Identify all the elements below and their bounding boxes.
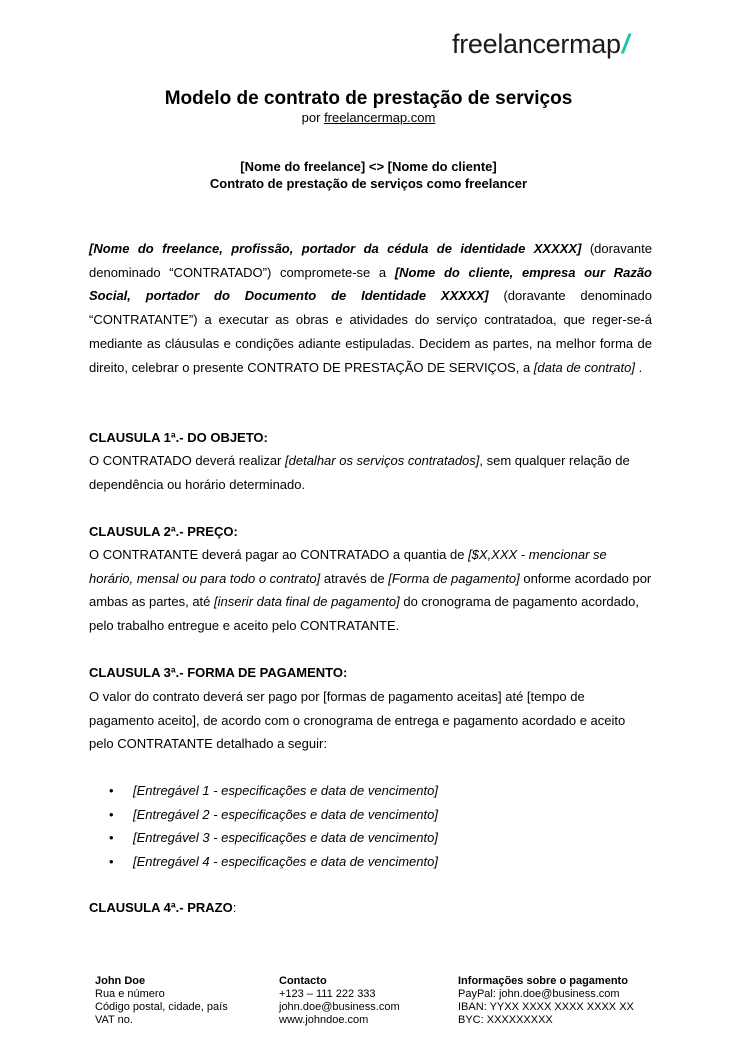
clause-1-text-a: O CONTRATADO deverá realizar (89, 453, 286, 468)
intro-text-1: (doravante denominado “CONTRATADO”) compromete-se a (89, 241, 652, 280)
clause-1-text-b: , sem qualquer relação de dependência ou horário determinado. (89, 453, 630, 492)
clause-2-text-a: O CONTRATANTE deverá pagar ao CONTRATADO a quantia de (89, 547, 469, 562)
freelancermap-logo (452, 27, 629, 61)
deliverable-text: [Entregável 2 - especificações e data de vencimento] (133, 806, 438, 822)
deliverable-text: [Entregável 4 - especificações e data de vencimento] (133, 853, 438, 869)
contract-subtitle: Contrato de prestação de serviços como freelancer (209, 176, 528, 191)
deliverable-item (89, 779, 652, 803)
clause-2-heading: CLAUSULA 2ª.- PREÇO: (89, 524, 238, 539)
deliverable-text: [Entregável 1 - especificações e data de vencimento] (133, 783, 438, 798)
clause-4-colon: : (232, 900, 237, 915)
bullet-icon: • (109, 806, 114, 822)
clause-1-text (89, 449, 652, 496)
clause-2-date-placeholder: [inserir data final de pagamento] (214, 594, 400, 610)
logo-slash: / (621, 29, 629, 59)
footer-payment (458, 975, 634, 1027)
byline-prefix: por (301, 110, 325, 125)
clause-4-heading (89, 899, 236, 917)
deliverable-item (89, 803, 652, 827)
parties-line: [Nome do freelance] <> [Nome do cliente] (240, 159, 497, 174)
clause-2-text-b: através de (320, 570, 389, 586)
clause-2-price-placeholder: [$X,XXX - mencionar se horário, mensal ou para todo o contrato] (89, 547, 607, 586)
clause-3-heading: CLAUSULA 3ª.- FORMA DE PAGAMENTO: (89, 665, 348, 680)
bullet-icon: • (109, 830, 114, 845)
client-placeholder: [Nome do cliente, empresa our Razão Social, portador do Documento de Identidade XXXXX] (89, 264, 652, 304)
deliverables-list (89, 779, 652, 873)
clause-2-payment-placeholder: [Forma de pagamento] (388, 570, 520, 586)
contractor-placeholder: [Nome do freelance, profissão, portador da cédula de identidade XXXXX] (89, 241, 582, 256)
clause-2-text (89, 543, 652, 638)
footer-iban: IBAN: YYXX XXXX XXXX XXXX XX (458, 1001, 634, 1013)
bullet-icon: • (109, 783, 114, 798)
logo-text: freelancermap (452, 29, 621, 59)
footer-name: John Doe (95, 975, 146, 987)
date-placeholder: [data de contrato] (533, 359, 635, 375)
intro-text-3: . (634, 359, 643, 375)
document-title: Modelo de contrato de prestação de serviços (164, 88, 573, 109)
footer-phone: +123 – 111 222 333 (279, 988, 376, 1000)
footer-line: Código postal, cidade, país (95, 1001, 228, 1013)
bullet-icon: • (109, 853, 114, 869)
footer-contact-heading: Contacto (279, 975, 327, 987)
clause-4-heading-text: CLAUSULA 4ª.- PRAZO (89, 900, 233, 915)
clause-2-text-c: onforme acordado por ambas as partes, até (89, 570, 652, 610)
intro-paragraph (89, 237, 652, 379)
footer-email[interactable]: john.doe@business.com (279, 1001, 400, 1013)
deliverable-item (89, 826, 652, 850)
footer-address (95, 975, 228, 1027)
footer-line: VAT no. (95, 1014, 133, 1026)
clause-1-placeholder: [detalhar os serviços contratados] (285, 453, 480, 468)
deliverable-item (89, 850, 652, 874)
footer-byc: BYC: XXXXXXXXX (458, 1014, 553, 1026)
footer-payment-heading: Informações sobre o pagamento (458, 975, 628, 987)
intro-text-2: (doravante denominado “CONTRATANTE”) a executar as obras e atividades do serviço contratadoa, que reger-se-á mediante as cláusulas e condições adiante estipuladas. Decidem as partes, na melhor forma de direito, celebrar o presente CONTRATO DE PRESTAÇÃO DE SERVIÇOS, a (89, 288, 652, 375)
deliverable-text: [Entregável 3 - especificações e data de vencimento] (133, 830, 438, 845)
footer-contact (279, 975, 400, 1027)
footer-website[interactable]: www.johndoe.com (279, 1014, 369, 1026)
footer-paypal: PayPal: john.doe@business.com (458, 988, 620, 1000)
clause-1-heading: CLAUSULA 1ª.- DO OBJETO: (89, 430, 268, 445)
clause-3-text: O valor do contrato deverá ser pago por [formas de pagamento aceitas] até [tempo de pagamento aceito], de acordo com o cronograma de entrega e pagamento acordado e aceito pelo CONTRATANTE detalhado a seguir: (89, 689, 626, 752)
byline-link[interactable]: freelancermap.com (324, 110, 436, 125)
clause-2-text-d: do cronograma de pagamento acordado, pelo trabalho entregue e aceito pelo CONTRATANTE. (89, 594, 639, 634)
footer-line: Rua e número (95, 988, 165, 1000)
byline (0, 110, 737, 126)
